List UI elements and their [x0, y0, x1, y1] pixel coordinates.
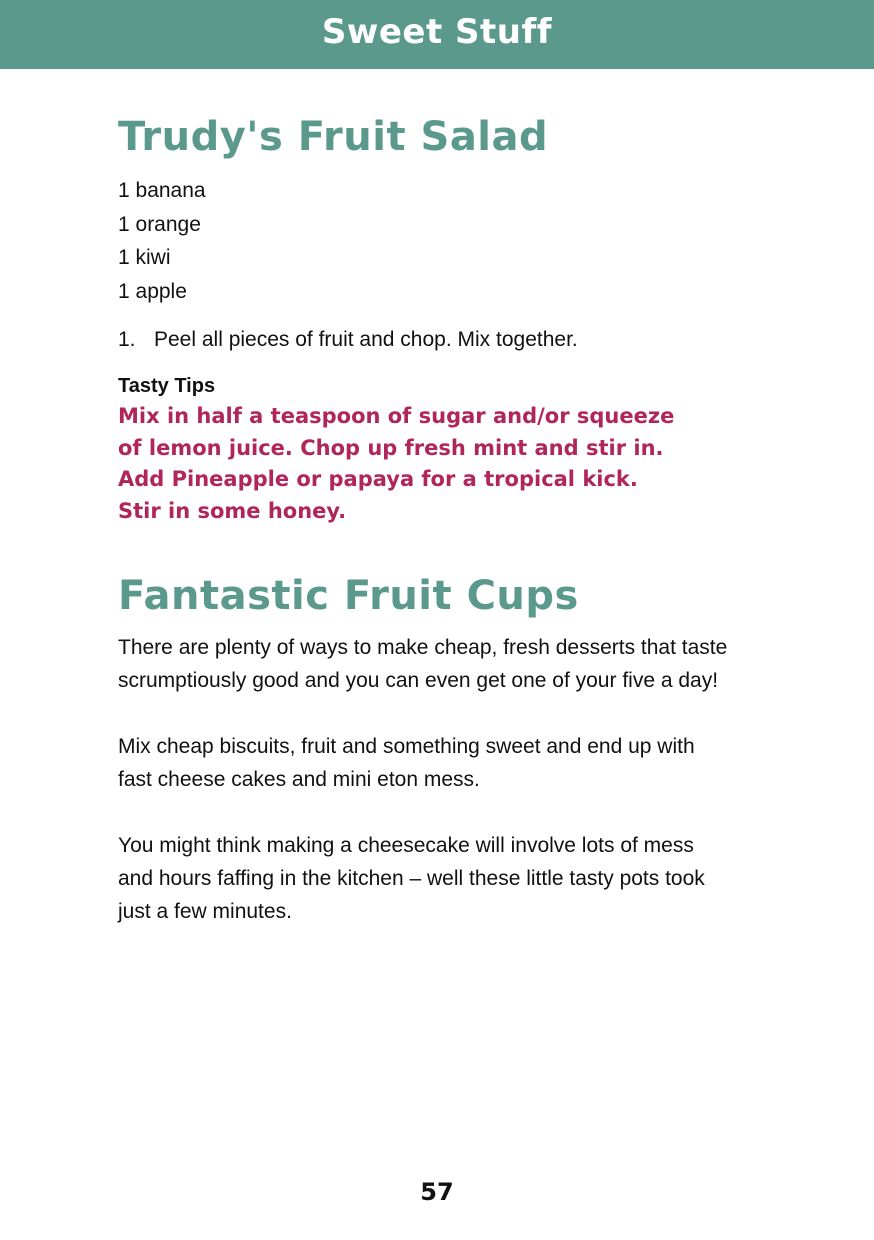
paragraph-line: fast cheese cakes and mini eton mess.	[118, 768, 480, 791]
section-header-title: Sweet Stuff	[321, 12, 553, 52]
page-content	[118, 110, 818, 928]
ingredient-item: 1 banana	[118, 179, 206, 202]
paragraph-line: and hours faffing in the kitchen – well these little tasty pots took	[118, 867, 705, 890]
ingredient-list	[118, 174, 818, 308]
page-number: 57	[420, 1178, 454, 1206]
paragraph-line: You might think making a cheesecake will involve lots of mess	[118, 834, 694, 857]
ingredient-item: 1 orange	[118, 212, 201, 236]
tips-line: of lemon juice. Chop up fresh mint and stir in.	[118, 435, 664, 460]
step-number: 1.	[118, 328, 136, 351]
tips-line: Stir in some honey.	[118, 498, 347, 523]
ingredient-item: 1 apple	[118, 279, 187, 303]
section-title: Fantastic Fruit Cups	[118, 573, 579, 619]
recipe-title: Trudy's Fruit Salad	[118, 114, 549, 160]
paragraph	[118, 829, 818, 928]
method-step	[118, 325, 818, 355]
method-list	[118, 325, 818, 355]
paragraph-line: There are plenty of ways to make cheap, fresh desserts that taste	[118, 636, 728, 659]
paragraph-line: scrumptiously good and you can even get one of your five a day!	[118, 669, 719, 692]
tips-text	[118, 401, 818, 527]
tips-line: Mix in half a teaspoon of sugar and/or squeeze	[118, 404, 675, 428]
ingredient-item: 1 kiwi	[118, 246, 171, 269]
paragraph-line: Mix cheap biscuits, fruit and something sweet and end up with	[118, 735, 695, 758]
step-text: Peel all pieces of fruit and chop. Mix together.	[154, 328, 578, 351]
tips-line: Add Pineapple or papaya for a tropical kick.	[118, 467, 638, 491]
paragraph	[118, 730, 818, 796]
tips-heading: Tasty Tips	[118, 375, 216, 397]
paragraph	[118, 631, 818, 697]
paragraph-line: just a few minutes.	[118, 900, 292, 923]
